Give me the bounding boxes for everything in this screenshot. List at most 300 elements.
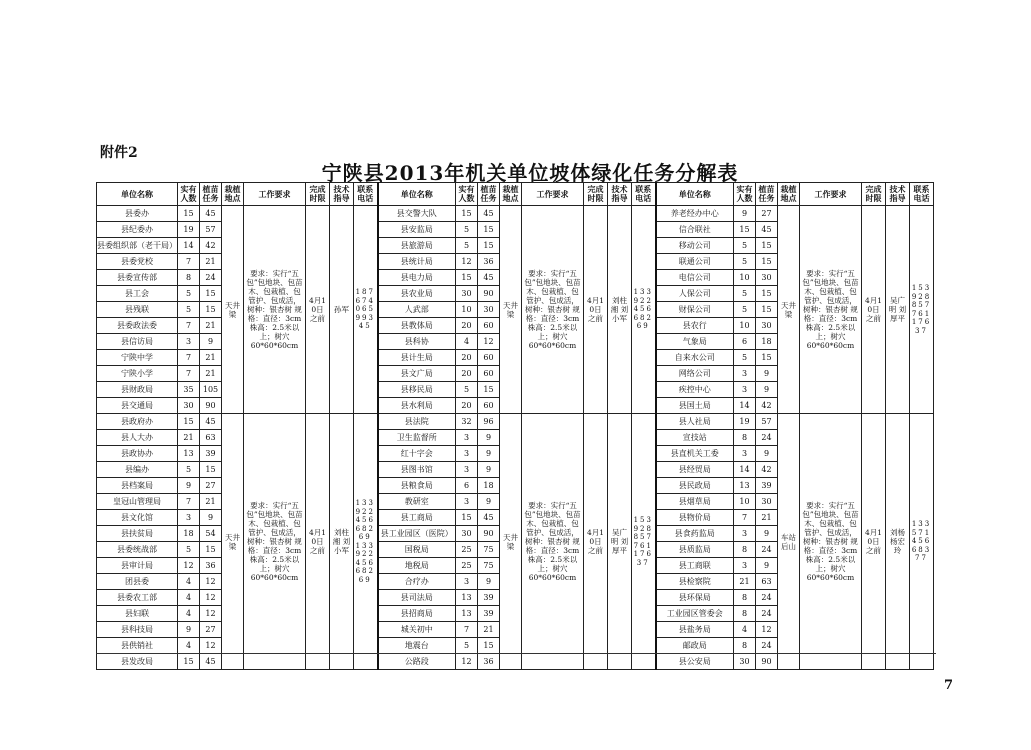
- group-tech-guide: 吴广明 刘厚平: [608, 414, 632, 670]
- header-unit-name: 单位名称: [97, 183, 178, 206]
- cell-planting-task: 9: [756, 526, 778, 542]
- cell-headcount: 8: [734, 638, 756, 654]
- cell-headcount: 8: [734, 590, 756, 606]
- cell-planting-task: 39: [200, 446, 222, 462]
- header-planting-site: 栽植地点: [778, 183, 800, 206]
- cell-headcount: 13: [178, 446, 200, 462]
- cell-headcount: 5: [456, 382, 478, 398]
- cell-planting-task: 60: [478, 350, 500, 366]
- group-tech-guide: 刘杨 杨宏玲: [886, 414, 910, 670]
- cell-unit-name: 地震台: [378, 638, 456, 654]
- cell-planting-task: 15: [200, 542, 222, 558]
- group-planting-site: 天井梁: [222, 206, 244, 414]
- cell-planting-task: 15: [200, 286, 222, 302]
- header-deadline: 完成时限: [584, 183, 608, 206]
- cell-headcount: 18: [178, 526, 200, 542]
- cell-unit-name: 县科协: [378, 334, 456, 350]
- header-tech-guide: 技术指导: [330, 183, 354, 206]
- cell-unit-name: 县妇联: [97, 606, 178, 622]
- group-planting-site: 天井梁: [222, 414, 244, 670]
- cell-planting-task: 24: [756, 430, 778, 446]
- group-tech-guide: 吴广明 刘厚平: [886, 206, 910, 414]
- cell-headcount: 5: [178, 286, 200, 302]
- cell-planting-task: 12: [200, 606, 222, 622]
- cell-planting-task: 30: [756, 270, 778, 286]
- header-unit-name: 单位名称: [378, 183, 456, 206]
- cell-unit-name: 信合联社: [656, 222, 734, 238]
- cell-planting-task: 12: [200, 590, 222, 606]
- cell-headcount: 4: [178, 638, 200, 654]
- cell-unit-name: 县发改局: [97, 654, 178, 670]
- cell-unit-name: 县交通局: [97, 398, 178, 414]
- cell-headcount: 7: [734, 510, 756, 526]
- group-contact-phone: 15392885776117637: [910, 206, 934, 414]
- cell-planting-task: 24: [756, 638, 778, 654]
- cell-unit-name: 县公安局: [656, 654, 734, 670]
- cell-planting-task: 90: [756, 654, 778, 670]
- group-planting-site: 天井梁: [500, 206, 522, 414]
- cell-planting-task: 21: [200, 254, 222, 270]
- cell-unit-name: 县委农工部: [97, 590, 178, 606]
- header-tech-guide: 技术指导: [608, 183, 632, 206]
- cell-planting-task: 45: [200, 206, 222, 222]
- cell-unit-name: 县委政法委: [97, 318, 178, 334]
- cell-unit-name: 县检察院: [656, 574, 734, 590]
- cell-planting-task: 105: [200, 382, 222, 398]
- cell-planting-task: 42: [756, 398, 778, 414]
- cell-headcount: 3: [456, 446, 478, 462]
- cell-unit-name: 县档案局: [97, 478, 178, 494]
- cell-headcount: 7: [178, 254, 200, 270]
- cell-unit-name: 县经贸局: [656, 462, 734, 478]
- cell-unit-name: 县委办: [97, 206, 178, 222]
- cell-headcount: 13: [456, 590, 478, 606]
- cell-headcount: 6: [456, 478, 478, 494]
- group-work-requirements: 要求：实行“五包”包地块、包苗木、包栽植、包管护、包成活，树种：银杏树 规格：直径：3cm 株高：2.5米以上；树穴60*60*60cm: [800, 414, 862, 670]
- cell-headcount: 4: [734, 622, 756, 638]
- cell-headcount: 8: [734, 430, 756, 446]
- cell-unit-name: 县审计局: [97, 558, 178, 574]
- cell-planting-task: 21: [200, 318, 222, 334]
- cell-planting-task: 9: [756, 382, 778, 398]
- cell-unit-name: 移动公司: [656, 238, 734, 254]
- cell-unit-name: 团县委: [97, 574, 178, 590]
- cell-unit-name: 财保公司: [656, 302, 734, 318]
- cell-unit-name: 县直机关工委: [656, 446, 734, 462]
- cell-planting-task: 45: [478, 510, 500, 526]
- cell-headcount: 3: [456, 494, 478, 510]
- cell-planting-task: 12: [478, 334, 500, 350]
- cell-unit-name: 县科技局: [97, 622, 178, 638]
- header-work-requirements: 工作要求: [244, 183, 306, 206]
- cell-headcount: 5: [734, 302, 756, 318]
- cell-headcount: 13: [734, 478, 756, 494]
- cell-headcount: 9: [734, 206, 756, 222]
- cell-planting-task: 42: [200, 238, 222, 254]
- cell-unit-name: 县电力局: [378, 270, 456, 286]
- cell-planting-task: 24: [200, 270, 222, 286]
- cell-unit-name: 县残联: [97, 302, 178, 318]
- cell-headcount: 5: [178, 302, 200, 318]
- cell-headcount: 20: [456, 318, 478, 334]
- cell-unit-name: 县质监局: [656, 542, 734, 558]
- cell-planting-task: 9: [756, 446, 778, 462]
- header-work-requirements: 工作要求: [800, 183, 862, 206]
- cell-planting-task: 57: [200, 222, 222, 238]
- cell-headcount: 9: [178, 622, 200, 638]
- cell-headcount: 4: [178, 574, 200, 590]
- cell-planting-task: 75: [478, 542, 500, 558]
- cell-unit-name: 县人社局: [656, 414, 734, 430]
- cell-headcount: 30: [456, 526, 478, 542]
- cell-unit-name: 县食药监局: [656, 526, 734, 542]
- cell-headcount: 7: [456, 622, 478, 638]
- cell-unit-name: 邮政局: [656, 638, 734, 654]
- cell-planting-task: 45: [756, 222, 778, 238]
- cell-headcount: 10: [734, 318, 756, 334]
- header-row: [97, 183, 934, 206]
- cell-planting-task: 12: [200, 638, 222, 654]
- cell-headcount: 5: [178, 462, 200, 478]
- cell-planting-task: 15: [478, 382, 500, 398]
- cell-headcount: 3: [734, 526, 756, 542]
- group-tech-guide: 刘柱湘 刘小军: [608, 206, 632, 414]
- cell-planting-task: 45: [478, 270, 500, 286]
- cell-headcount: 5: [178, 542, 200, 558]
- cell-headcount: 10: [734, 270, 756, 286]
- cell-unit-name: 县烟草局: [656, 494, 734, 510]
- cell-unit-name: 县农行: [656, 318, 734, 334]
- group-work-requirements: 要求：实行“五包”包地块、包苗木、包栽植、包管护、包成活，树种：银杏树 规格：直径：3cm 株高：2.5米以上；树穴60*60*60cm: [522, 414, 584, 670]
- cell-headcount: 15: [178, 654, 200, 670]
- cell-planting-task: 36: [478, 254, 500, 270]
- cell-planting-task: 15: [756, 302, 778, 318]
- cell-unit-name: 县移民局: [378, 382, 456, 398]
- cell-unit-name: 县委统战部: [97, 542, 178, 558]
- annex-label: 附件2: [100, 145, 138, 161]
- cell-headcount: 10: [456, 302, 478, 318]
- cell-headcount: 20: [456, 350, 478, 366]
- cell-planting-task: 21: [200, 350, 222, 366]
- group-deadline: 4月10日之前: [584, 414, 608, 670]
- cell-planting-task: 15: [200, 462, 222, 478]
- cell-planting-task: 45: [200, 414, 222, 430]
- header-headcount: 实有人数: [178, 183, 200, 206]
- cell-planting-task: 12: [756, 622, 778, 638]
- cell-headcount: 5: [734, 286, 756, 302]
- cell-planting-task: 45: [200, 654, 222, 670]
- header-headcount: 实有人数: [734, 183, 756, 206]
- cell-headcount: 30: [734, 654, 756, 670]
- header-unit-name: 单位名称: [656, 183, 734, 206]
- cell-planting-task: 90: [478, 526, 500, 542]
- cell-unit-name: 宁陕中学: [97, 350, 178, 366]
- cell-headcount: 3: [734, 366, 756, 382]
- cell-headcount: 25: [456, 558, 478, 574]
- cell-unit-name: 县政协办: [97, 446, 178, 462]
- cell-headcount: 19: [734, 414, 756, 430]
- header-planting-site: 栽植地点: [500, 183, 522, 206]
- cell-headcount: 5: [734, 254, 756, 270]
- cell-headcount: 12: [178, 558, 200, 574]
- cell-planting-task: 21: [478, 622, 500, 638]
- cell-unit-name: 宁陕小学: [97, 366, 178, 382]
- cell-unit-name: 县统计局: [378, 254, 456, 270]
- group-deadline: 4月10日之前: [584, 206, 608, 414]
- cell-headcount: 15: [456, 270, 478, 286]
- group-tech-guide: 刘柱湘 刘小军: [330, 414, 354, 670]
- cell-unit-name: 县工商局: [378, 510, 456, 526]
- header-deadline: 完成时限: [306, 183, 330, 206]
- cell-headcount: 19: [178, 222, 200, 238]
- cell-planting-task: 12: [200, 574, 222, 590]
- cell-planting-task: 15: [478, 638, 500, 654]
- group-work-requirements: 要求：实行“五包”包地块、包苗木、包栽植、包管护、包成活，树种：银杏树 规格：直径：3cm 株高：2.5米以上；树穴60*60*60cm: [522, 206, 584, 414]
- cell-planting-task: 9: [200, 510, 222, 526]
- cell-headcount: 12: [456, 254, 478, 270]
- cell-headcount: 20: [456, 366, 478, 382]
- cell-planting-task: 30: [478, 302, 500, 318]
- cell-planting-task: 9: [478, 462, 500, 478]
- cell-unit-name: 县编办: [97, 462, 178, 478]
- cell-unit-name: 县扶贫局: [97, 526, 178, 542]
- task-table: [96, 182, 934, 670]
- cell-unit-name: 县委组织部（老干局）: [97, 238, 178, 254]
- cell-unit-name: 县安监局: [378, 222, 456, 238]
- cell-planting-task: 18: [478, 478, 500, 494]
- document-title: 宁陕县2013年机关单位坡体绿化任务分解表: [321, 161, 739, 185]
- cell-headcount: 25: [456, 542, 478, 558]
- group-work-requirements: 要求：实行“五包”包地块、包苗木、包栽植、包管护、包成活，树种：银杏树 规格：直径：3cm 株高：2.5米以上；树穴60*60*60cm: [244, 414, 306, 670]
- group-tech-guide: 孙军: [330, 206, 354, 414]
- cell-planting-task: 24: [756, 606, 778, 622]
- group-planting-site: 天井梁: [778, 206, 800, 414]
- cell-planting-task: 15: [200, 302, 222, 318]
- group-work-requirements: 要求：实行“五包”包地块、包苗木、包栽植、包管护、包成活，树种：银杏树 规格：直径：3cm 株高：2.5米以上；树穴60*60*60cm: [244, 206, 306, 414]
- cell-unit-name: 地税局: [378, 558, 456, 574]
- cell-headcount: 7: [178, 494, 200, 510]
- cell-unit-name: 合疗办: [378, 574, 456, 590]
- cell-planting-task: 15: [478, 238, 500, 254]
- cell-planting-task: 60: [478, 398, 500, 414]
- cell-unit-name: 县司法局: [378, 590, 456, 606]
- cell-unit-name: 县农业局: [378, 286, 456, 302]
- cell-planting-task: 18: [756, 334, 778, 350]
- group-deadline: 4月10日之前: [862, 414, 886, 670]
- cell-planting-task: 36: [200, 558, 222, 574]
- cell-planting-task: 9: [756, 558, 778, 574]
- group-contact-phone: 13392245668269: [632, 206, 656, 414]
- cell-planting-task: 30: [756, 494, 778, 510]
- group-planting-site: 天井梁: [500, 414, 522, 670]
- cell-planting-task: 60: [478, 318, 500, 334]
- cell-unit-name: 县财政局: [97, 382, 178, 398]
- cell-headcount: 9: [178, 478, 200, 494]
- cell-unit-name: 县粮食局: [378, 478, 456, 494]
- cell-unit-name: 县文广局: [378, 366, 456, 382]
- cell-unit-name: 疾控中心: [656, 382, 734, 398]
- cell-unit-name: 县计生局: [378, 350, 456, 366]
- group-contact-phone: 13357145668377: [910, 414, 934, 670]
- cell-planting-task: 90: [478, 286, 500, 302]
- group-deadline: 4月10日之前: [306, 414, 330, 670]
- cell-unit-name: 县交警大队: [378, 206, 456, 222]
- cell-headcount: 5: [456, 638, 478, 654]
- cell-unit-name: 养老经办中心: [656, 206, 734, 222]
- group-planting-site: 车站后山: [778, 414, 800, 670]
- header-contact-phone: 联系电话: [354, 183, 378, 206]
- cell-unit-name: 县旅游局: [378, 238, 456, 254]
- cell-unit-name: 卫生监督所: [378, 430, 456, 446]
- cell-planting-task: 27: [200, 622, 222, 638]
- cell-planting-task: 42: [756, 462, 778, 478]
- cell-headcount: 8: [178, 270, 200, 286]
- cell-unit-name: 县环保局: [656, 590, 734, 606]
- table-row: [97, 414, 934, 430]
- cell-headcount: 10: [734, 494, 756, 510]
- cell-planting-task: 24: [756, 590, 778, 606]
- group-contact-phone: 18767406599345: [354, 206, 378, 414]
- cell-unit-name: 联通公司: [656, 254, 734, 270]
- cell-headcount: 8: [734, 542, 756, 558]
- cell-headcount: 20: [456, 398, 478, 414]
- header-tech-guide: 技术指导: [886, 183, 910, 206]
- cell-unit-name: 县法院: [378, 414, 456, 430]
- cell-unit-name: 教研室: [378, 494, 456, 510]
- cell-unit-name: 县工商联: [656, 558, 734, 574]
- header-work-requirements: 工作要求: [522, 183, 584, 206]
- cell-headcount: 5: [456, 222, 478, 238]
- cell-planting-task: 60: [478, 366, 500, 382]
- cell-unit-name: 县教体局: [378, 318, 456, 334]
- cell-headcount: 30: [456, 286, 478, 302]
- cell-headcount: 7: [178, 318, 200, 334]
- cell-planting-task: 63: [200, 430, 222, 446]
- cell-headcount: 8: [734, 606, 756, 622]
- cell-headcount: 3: [456, 574, 478, 590]
- cell-headcount: 3: [456, 462, 478, 478]
- header-planting-task: 植苗任务: [756, 183, 778, 206]
- cell-planting-task: 39: [478, 606, 500, 622]
- cell-headcount: 3: [178, 510, 200, 526]
- cell-planting-task: 75: [478, 558, 500, 574]
- cell-headcount: 15: [178, 206, 200, 222]
- cell-unit-name: 县信访局: [97, 334, 178, 350]
- cell-unit-name: 气象局: [656, 334, 734, 350]
- cell-planting-task: 27: [200, 478, 222, 494]
- cell-headcount: 3: [734, 382, 756, 398]
- cell-unit-name: 皇冠山管理局: [97, 494, 178, 510]
- cell-headcount: 13: [456, 606, 478, 622]
- cell-planting-task: 9: [478, 430, 500, 446]
- cell-planting-task: 57: [756, 414, 778, 430]
- cell-headcount: 5: [734, 350, 756, 366]
- cell-unit-name: 县图书馆: [378, 462, 456, 478]
- cell-headcount: 3: [178, 334, 200, 350]
- cell-unit-name: 电信公司: [656, 270, 734, 286]
- cell-planting-task: 9: [478, 446, 500, 462]
- cell-unit-name: 网络公司: [656, 366, 734, 382]
- cell-headcount: 7: [178, 366, 200, 382]
- cell-headcount: 32: [456, 414, 478, 430]
- table-row: [97, 206, 934, 222]
- group-contact-phone: 15392885776117637: [632, 414, 656, 670]
- cell-planting-task: 9: [756, 366, 778, 382]
- cell-unit-name: 县文化馆: [97, 510, 178, 526]
- footer-rule: [96, 653, 936, 654]
- cell-planting-task: 54: [200, 526, 222, 542]
- cell-unit-name: 县委宣传部: [97, 270, 178, 286]
- cell-unit-name: 县民政局: [656, 478, 734, 494]
- cell-planting-task: 27: [756, 206, 778, 222]
- cell-headcount: 4: [178, 606, 200, 622]
- cell-planting-task: 24: [756, 542, 778, 558]
- cell-headcount: 5: [734, 238, 756, 254]
- cell-headcount: 14: [178, 238, 200, 254]
- cell-planting-task: 9: [478, 494, 500, 510]
- cell-unit-name: 公路段: [378, 654, 456, 670]
- cell-headcount: 3: [734, 446, 756, 462]
- cell-planting-task: 15: [756, 254, 778, 270]
- cell-planting-task: 9: [478, 574, 500, 590]
- cell-unit-name: 自来水公司: [656, 350, 734, 366]
- cell-unit-name: 县工会: [97, 286, 178, 302]
- cell-headcount: 15: [456, 510, 478, 526]
- cell-planting-task: 30: [756, 318, 778, 334]
- cell-headcount: 14: [734, 462, 756, 478]
- cell-headcount: 15: [178, 414, 200, 430]
- cell-planting-task: 15: [756, 350, 778, 366]
- cell-planting-task: 21: [756, 510, 778, 526]
- header-contact-phone: 联系电话: [910, 183, 934, 206]
- cell-unit-name: 县纪委办: [97, 222, 178, 238]
- header-planting-task: 植苗任务: [478, 183, 500, 206]
- cell-unit-name: 县供销社: [97, 638, 178, 654]
- group-deadline: 4月10日之前: [306, 206, 330, 414]
- cell-unit-name: 县招商局: [378, 606, 456, 622]
- cell-planting-task: 39: [756, 478, 778, 494]
- cell-headcount: 21: [178, 430, 200, 446]
- cell-unit-name: 人保公司: [656, 286, 734, 302]
- cell-unit-name: 红十字会: [378, 446, 456, 462]
- group-contact-phone: 13392245668269 13392245668269: [354, 414, 378, 670]
- cell-planting-task: 90: [200, 398, 222, 414]
- header-contact-phone: 联系电话: [632, 183, 656, 206]
- cell-planting-task: 45: [478, 206, 500, 222]
- cell-headcount: 7: [178, 350, 200, 366]
- cell-headcount: 3: [456, 430, 478, 446]
- cell-headcount: 35: [178, 382, 200, 398]
- group-work-requirements: 要求：实行“五包”包地块、包苗木、包栽植、包管护、包成活，树种：银杏树 规格：直径：3cm 株高：2.5米以上；树穴60*60*60cm: [800, 206, 862, 414]
- header-planting-site: 栽植地点: [222, 183, 244, 206]
- cell-planting-task: 15: [478, 222, 500, 238]
- cell-headcount: 3: [734, 558, 756, 574]
- cell-planting-task: 21: [200, 494, 222, 510]
- cell-headcount: 30: [178, 398, 200, 414]
- cell-planting-task: 15: [756, 286, 778, 302]
- cell-planting-task: 9: [200, 334, 222, 350]
- cell-unit-name: 县工业园区（医院）: [378, 526, 456, 542]
- cell-unit-name: 县水利局: [378, 398, 456, 414]
- cell-headcount: 12: [456, 654, 478, 670]
- header-planting-task: 植苗任务: [200, 183, 222, 206]
- cell-planting-task: 39: [478, 590, 500, 606]
- cell-planting-task: 63: [756, 574, 778, 590]
- cell-headcount: 21: [734, 574, 756, 590]
- header-headcount: 实有人数: [456, 183, 478, 206]
- cell-unit-name: 宣技站: [656, 430, 734, 446]
- header-deadline: 完成时限: [862, 183, 886, 206]
